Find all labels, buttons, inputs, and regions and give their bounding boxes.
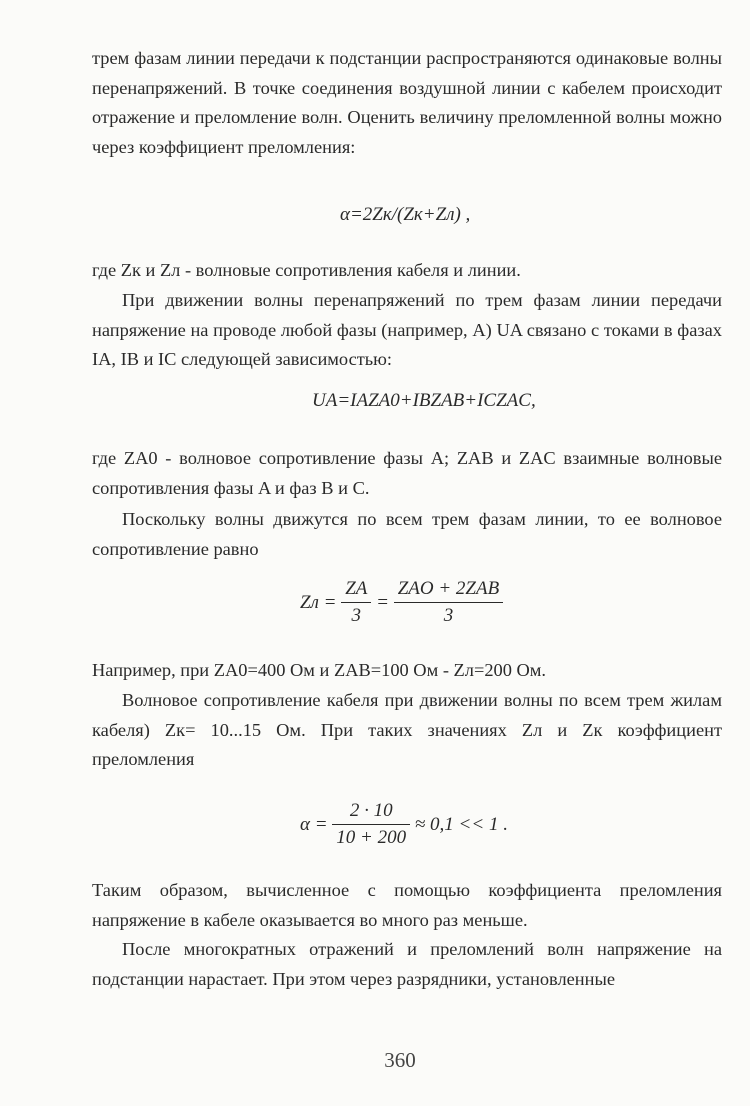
formula-refraction-estimate — [300, 800, 508, 849]
formula-line-impedance — [300, 578, 503, 627]
equals-sign: = — [376, 591, 389, 613]
formula-estimate-lhs: α = — [300, 813, 328, 835]
paragraph-waves-intro: трем фазам линии передачи к подстанции распространяются одинаковые волны перенапряжений. В точке соединения воздушной линии с кабелем происходит отражение и преломление волн. Оценить величину преломленной волны можно через коэффициент преломления: — [92, 48, 722, 157]
formula-phase-voltage: UA=IAZA0+IBZAB+ICZAC, — [312, 390, 536, 411]
fraction-denominator: 10 + 200 — [336, 827, 407, 848]
fraction-estimate — [332, 800, 410, 849]
paragraph-cable-impedance: Волновое сопротивление кабеля при движении волны по всем трем жилам кабеля) Zк= 10...15 Ом. При таких значениях Zл и Zк коэффициент преломления — [92, 690, 722, 769]
formula-estimate-rhs: ≈ 0,1 << 1 . — [414, 813, 508, 835]
paragraph-conclusion: Таким образом, вычисленное с помощью коэффициента преломления напряжение в кабеле оказывается во много раз меньше. — [92, 880, 722, 930]
paragraph-phase-voltage: При движении волны перенапряжений по трем фазам линии передачи напряжение на проводе любой фазы (например, A) UA связано с токами в фазах IA, IB и IC следующей зависимостью: — [92, 290, 722, 369]
formula-line-impedance-lhs: Zл = — [300, 591, 337, 613]
fraction-denominator: 3 — [351, 605, 362, 626]
paragraph-impedance-definition: где Zк и Zл - волновые сопротивления кабеля и линии. — [92, 260, 521, 280]
paragraph-example-values: Например, при ZA0=400 Ом и ZAB=100 Ом - Zл=200 Ом. — [92, 660, 547, 680]
fraction-za-over-3 — [341, 578, 371, 627]
fraction-numerator: ZAO + 2ZAB — [394, 578, 504, 603]
fraction-denominator: 3 — [443, 605, 454, 626]
fraction-numerator: 2 · 10 — [332, 800, 410, 825]
formula-refraction-coefficient: α=2Zк/(Zк+Zл) , — [340, 204, 471, 225]
fraction-sum-over-3 — [394, 578, 504, 627]
fraction-numerator: ZA — [341, 578, 371, 603]
paragraph-mutual-impedances: где ZA0 - волновое сопротивление фазы А; ZAB и ZAC взаимные волновые сопротивления фазы A и фаз B и C. — [92, 448, 722, 498]
paragraph-multiple-reflections: После многократных отражений и преломлений волн напряжение на подстанции нарастает. При этом через разрядники, установленные — [92, 939, 722, 989]
page-number: 360 — [384, 1048, 416, 1072]
paragraph-line-impedance: Поскольку волны движутся по всем трем фазам линии, то ее волновое сопротивление равно — [92, 509, 722, 559]
